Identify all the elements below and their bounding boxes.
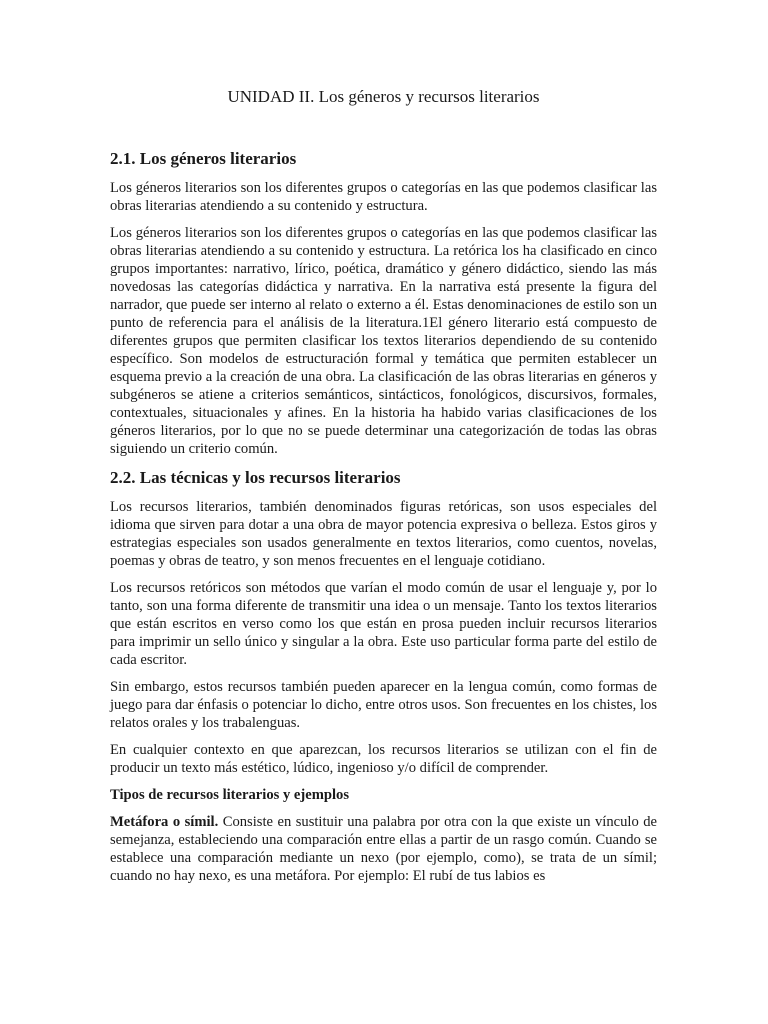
paragraph: Los géneros literarios son los diferentes grupos o categorías en las que podemos clasificar las obras literarias atendiendo a su contenido y estructura. — [110, 180, 657, 214]
document-title: UNIDAD II. Los géneros y recursos literarios — [227, 87, 540, 106]
section-heading-generos: 2.1. Los géneros literarios — [110, 149, 297, 168]
section-heading-recursos: 2.2. Las técnicas y los recursos literarios — [110, 468, 401, 487]
definition-metafora: Consiste en sustituir una palabra por otra con la que existe un vínculo de semejanza, estableciendo una comparación entre ellas a partir de un rasgo común. Cuando se establece una comparación mediante un nexo (por ejemplo, como), se trata de un símil; cuando no hay nexo, es una metáfora. Por ejemplo: El rubí de tus labios es — [110, 814, 657, 884]
document-page — [110, 86, 657, 894]
paragraph: Los recursos retóricos son métodos que varían el modo común de usar el lenguaje y, por lo tanto, son una forma diferente de transmitir una idea o un mensaje. Tanto los textos literarios que están escritos en verso como los que están en prosa pueden incluir recursos literarios para imprimir un sello único y singular a la obra. Este uso particular forma parte del estilo de cada escritor. — [110, 580, 657, 668]
paragraph: Los recursos literarios, también denominados figuras retóricas, son usos especiales del idioma que sirven para dotar a una obra de mayor potencia expresiva o belleza. Estos giros y estrategias especiales son usados generalmente en textos literarios, como cuentos, novelas, poemas y obras de teatro, y son menos frecuentes en el lenguaje cotidiano. — [110, 499, 657, 569]
paragraph-metafora — [110, 813, 657, 885]
subheading-tipos: Tipos de recursos literarios y ejemplos — [110, 787, 350, 803]
paragraph: En cualquier contexto en que aparezcan, los recursos literarios se utilizan con el fin de producir un texto más estético, lúdico, ingenioso y/o difícil de comprender. — [110, 742, 657, 776]
term-metafora: Metáfora o símil. — [110, 814, 219, 830]
paragraph: Sin embargo, estos recursos también pueden aparecer en la lengua común, como formas de juego para dar énfasis o potenciar lo dicho, entre otros usos. Son frecuentes en los chistes, los relatos orales y los trabalenguas. — [110, 679, 657, 731]
paragraph: Los géneros literarios son los diferentes grupos o categorías en las que podemos clasificar las obras literarias atendiendo a su contenido y estructura. La retórica los ha clasificado en cinco grupos importantes: narrativo, lírico, poética, dramático y género didáctico, siendo las más novedosas las categorías didáctica y narrativa. En la narrativa está presente la figura del narrador, que puede ser interno al relato o externo a él. Estas denominaciones de estilo son un punto de referencia para el análisis de la literatura.1El género literario está compuesto de diferentes grupos que permiten clasificar los textos literarios dependiendo de su contenido específico. Son modelos de estructuración formal y temática que permiten establecer un esquema previo a la creación de una obra. La clasificación de las obras literarias en géneros y subgéneros se atiene a criterios semánticos, sintácticos, fonológicos, discursivos, formales, contextuales, situacionales y afines. En la historia ha habido varias clasificaciones de los géneros literarios, por lo que no se puede determinar una categorización de todas las obras siguiendo un criterio común. — [110, 225, 657, 457]
